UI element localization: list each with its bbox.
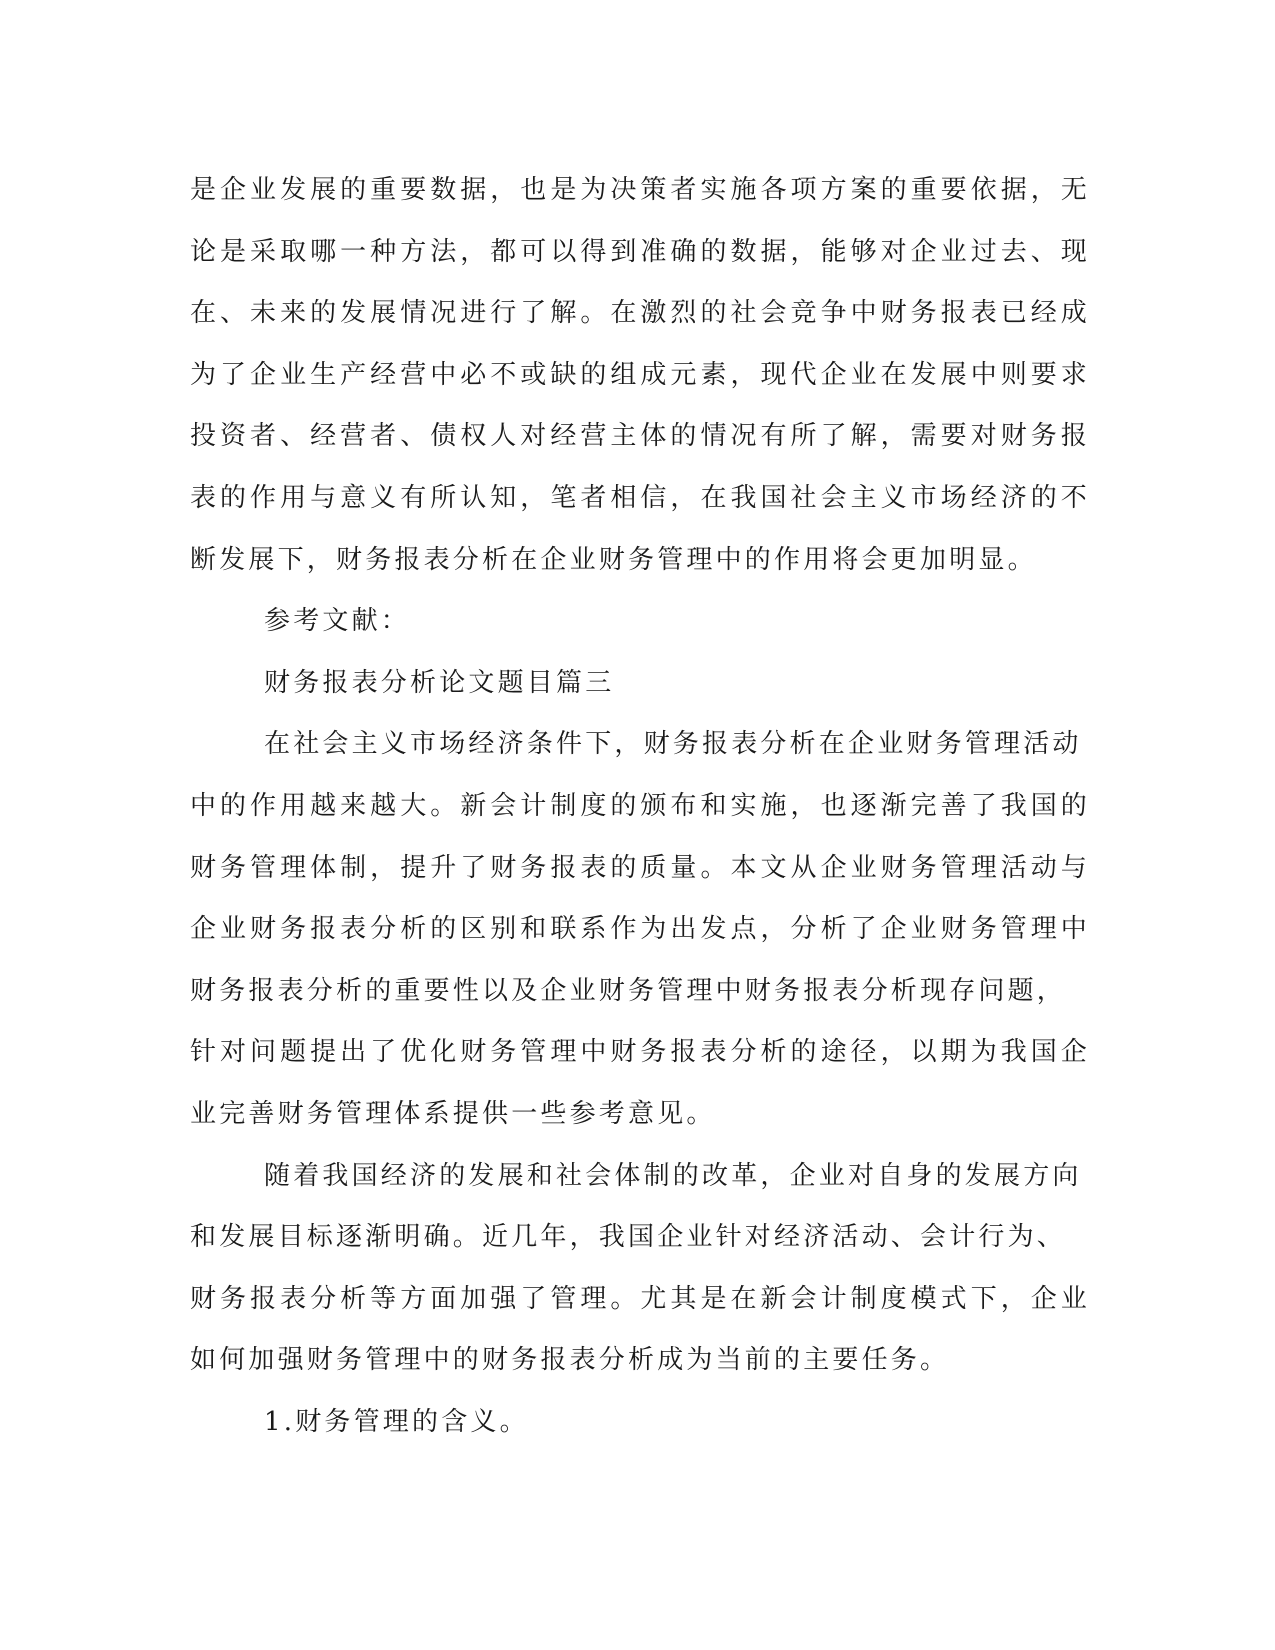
text-line: 针对问题提出了优化财务管理中财务报表分析的途径，以期为我国企 (190, 1037, 1090, 1068)
text-line: 论是采取哪一种方法，都可以得到准确的数据，能够对企业过去、现 (190, 236, 1090, 267)
text-line: 如何加强财务管理中的财务报表分析成为当前的主要任务。 (190, 1345, 950, 1376)
text-line: 在、未来的发展情况进行了解。在激烈的社会竞争中财务报表已经成 (190, 298, 1090, 329)
text-line: 和发展目标逐渐明确。近几年，我国企业针对经济活动、会计行为、 (190, 1222, 1067, 1253)
text-line: 中的作用越来越大。新会计制度的颁布和实施，也逐渐完善了我国的 (190, 790, 1090, 821)
text-line: 随着我国经济的发展和社会体制的改革，企业对自身的发展方向 (264, 1160, 1082, 1191)
text-line: 断发展下，财务报表分析在企业财务管理中的作用将会更加明显。 (190, 544, 1037, 575)
text-line: 业完善财务管理体系提供一些参考意见。 (190, 1098, 716, 1129)
document-body (190, 160, 1090, 1453)
paragraph-2 (190, 714, 1090, 1145)
text-line: 是企业发展的重要数据，也是为决策者实施各项方案的重要依据，无 (190, 175, 1090, 205)
text-line: 财务报表分析的重要性以及企业财务管理中财务报表分析现存问题， (190, 975, 1067, 1006)
paragraph-1 (190, 160, 1090, 591)
text-line: 企业财务报表分析的区别和联系作为出发点，分析了企业财务管理中 (190, 914, 1090, 945)
text-line: 投资者、经营者、债权人对经营主体的情况有所了解，需要对财务报 (190, 421, 1090, 452)
text-line: 表的作用与意义有所认知，笔者相信，在我国社会主义市场经济的不 (190, 482, 1090, 513)
section-title: 财务报表分析论文题目篇三 (264, 667, 615, 698)
text-line: 在社会主义市场经济条件下，财务报表分析在企业财务管理活动 (264, 729, 1082, 760)
references-heading: 参考文献： (264, 606, 411, 637)
subheading: 1.财务管理的含义。 (264, 1406, 529, 1437)
text-line: 为了企业生产经营中必不或缺的组成元素，现代企业在发展中则要求 (190, 359, 1090, 390)
text-line: 财务报表分析等方面加强了管理。尤其是在新会计制度模式下，企业 (190, 1283, 1090, 1314)
text-line: 财务管理体制，提升了财务报表的质量。本文从企业财务管理活动与 (190, 852, 1090, 883)
paragraph-3 (190, 1146, 1090, 1392)
